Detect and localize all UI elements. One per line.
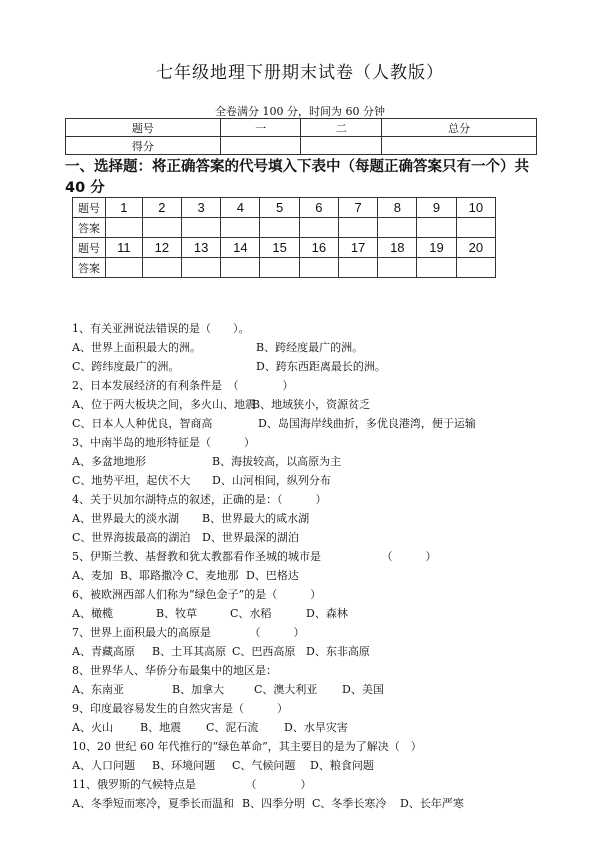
answer-cell[interactable] — [106, 258, 143, 278]
answer-cell[interactable] — [142, 258, 181, 278]
question-number: 15 — [260, 238, 299, 258]
option-c: C、世界海拔最高的湖泊 — [72, 531, 191, 544]
question-number: 3 — [182, 198, 221, 218]
answer-cell[interactable] — [378, 218, 417, 238]
table-cell: 题号 — [66, 119, 221, 137]
option-b: B、世界最大的咸水湖 — [202, 512, 310, 525]
score-field[interactable] — [301, 137, 382, 155]
table-row — [66, 119, 537, 137]
option-d: D、粮食问题 — [310, 759, 374, 772]
question-number: 20 — [456, 238, 495, 258]
table-row — [73, 218, 496, 238]
question-number: 4 — [221, 198, 260, 218]
answer-cell[interactable] — [456, 258, 495, 278]
option-d: D、东非高原 — [306, 645, 370, 658]
option-d: D、森林 — [306, 607, 348, 620]
option-a: A、青藏高原 — [72, 645, 135, 658]
answer-cell[interactable] — [106, 218, 143, 238]
option-c: C、冬季长寒冷 — [312, 797, 387, 810]
answer-cell[interactable] — [260, 258, 299, 278]
question-number: 12 — [142, 238, 181, 258]
answer-cell[interactable] — [182, 258, 221, 278]
option-c: C、跨纬度最广的洲。 — [72, 360, 180, 373]
row-label: 答案 — [73, 218, 106, 238]
score-table — [65, 118, 537, 155]
question-number: 6 — [299, 198, 338, 218]
option-a: A、世界最大的淡水湖 — [72, 512, 179, 525]
option-a: A、世界上面积最大的洲。 — [72, 341, 201, 354]
option-d: D、长年严寒 — [400, 797, 464, 810]
row-label: 答案 — [73, 258, 106, 278]
question-text: 7、世界上面积最大的高原是 （ ） — [72, 626, 305, 639]
option-c: C、泥石流 — [206, 721, 259, 734]
question-text: 6、被欧洲西部人们称为“绿色金子”的是（ ） — [72, 588, 322, 601]
row-label: 题号 — [73, 238, 106, 258]
option-c: C、麦地那 — [186, 569, 239, 582]
answer-cell[interactable] — [417, 218, 456, 238]
question-number: 10 — [456, 198, 495, 218]
option-d: D、巴格达 — [246, 569, 299, 582]
question-number: 8 — [378, 198, 417, 218]
question-number: 7 — [338, 198, 377, 218]
question-text: 9、印度最容易发生的自然灾害是（ ） — [72, 702, 288, 715]
option-c: C、巴西高原 — [232, 645, 296, 658]
option-a: A、橄榄 — [72, 607, 113, 620]
question-text: 11、俄罗斯的气候特点是 （ ） — [72, 778, 312, 791]
table-cell: 二 — [301, 119, 382, 137]
section-heading: 一、选择题：将正确答案的代号填入下表中（每题正确答案只有一个）共 40 分 — [65, 159, 529, 196]
table-row — [73, 198, 496, 218]
score-field[interactable] — [220, 137, 301, 155]
question-number: 13 — [182, 238, 221, 258]
question-number: 19 — [417, 238, 456, 258]
answer-cell[interactable] — [338, 258, 377, 278]
option-b: B、四季分明 — [242, 797, 306, 810]
question-text: 1、有关亚洲说法错误的是（ ）。 — [72, 322, 250, 335]
answer-cell[interactable] — [142, 218, 181, 238]
page-title: 七年级地理下册期末试卷（人教版） — [156, 63, 444, 83]
exam-info: 全卷满分 100 分，时间为 60 分钟 — [215, 105, 385, 118]
question-number: 5 — [260, 198, 299, 218]
question-number: 14 — [221, 238, 260, 258]
option-b: B、牧草 — [156, 607, 198, 620]
option-b: B、环境问题 — [152, 759, 216, 772]
answer-cell[interactable] — [456, 218, 495, 238]
option-b: B、地域狭小，资源贫乏 — [252, 398, 371, 411]
option-c: C、气候问题 — [232, 759, 296, 772]
question-text: 5、伊斯兰教、基督教和犹太教都看作圣城的城市是 （ ） — [72, 550, 437, 563]
option-d: D、山河相间，纵列分布 — [212, 474, 331, 487]
option-a: A、火山 — [72, 721, 113, 734]
option-b: B、加拿大 — [172, 683, 225, 696]
answer-cell[interactable] — [299, 218, 338, 238]
answer-cell[interactable] — [260, 218, 299, 238]
question-text: 10、20 世纪 60 年代推行的“绿色革命”，其主要目的是为了解决（ ） — [72, 740, 422, 753]
score-field[interactable] — [382, 137, 537, 155]
option-a: A、东南亚 — [72, 683, 124, 696]
question-number: 9 — [417, 198, 456, 218]
table-cell: 总分 — [382, 119, 537, 137]
question-text: 4、关于贝加尔湖特点的叙述，正确的是：（ ） — [72, 493, 327, 506]
table-row — [66, 137, 537, 155]
question-number: 18 — [378, 238, 417, 258]
option-b: B、耶路撒冷 — [120, 569, 184, 582]
option-d: D、美国 — [342, 683, 384, 696]
table-cell: 得分 — [66, 137, 221, 155]
answer-cell[interactable] — [221, 258, 260, 278]
option-b: B、地震 — [140, 721, 182, 734]
option-d: D、跨东西距离最长的洲。 — [256, 360, 386, 373]
answer-cell[interactable] — [378, 258, 417, 278]
option-a: A、位于两大板块之间，多火山、地震 — [72, 398, 256, 411]
option-d: D、岛国海岸线曲折，多优良港湾，便于运输 — [258, 417, 476, 430]
answer-cell[interactable] — [338, 218, 377, 238]
question-number: 16 — [299, 238, 338, 258]
option-a: A、麦加 — [72, 569, 113, 582]
option-d: D、水旱灾害 — [284, 721, 348, 734]
option-b: B、海拔较高，以高原为主 — [212, 455, 342, 468]
table-row — [73, 238, 496, 258]
answer-cell[interactable] — [182, 218, 221, 238]
option-a: A、人口问题 — [72, 759, 135, 772]
option-c: C、水稻 — [230, 607, 272, 620]
option-c: C、日本人人种优良，智商高 — [72, 417, 213, 430]
question-number: 2 — [142, 198, 181, 218]
answer-cell[interactable] — [417, 258, 456, 278]
question-text: 3、中南半岛的地形特征是（ ） — [72, 436, 255, 449]
option-c: C、地势平坦，起伏不大 — [72, 474, 191, 487]
question-text: 8、世界华人、华侨分布最集中的地区是： — [72, 664, 277, 677]
option-d: D、世界最深的湖泊 — [202, 531, 299, 544]
answer-cell[interactable] — [221, 218, 260, 238]
question-number: 17 — [338, 238, 377, 258]
question-number: 1 — [106, 198, 143, 218]
question-text: 2、日本发展经济的有利条件是 （ ） — [72, 379, 294, 392]
question-number: 11 — [106, 238, 143, 258]
row-label: 题号 — [73, 198, 106, 218]
table-cell: 一 — [220, 119, 301, 137]
option-c: C、澳大利亚 — [254, 683, 318, 696]
table-row — [73, 258, 496, 278]
option-b: B、跨经度最广的洲。 — [256, 341, 364, 354]
answer-table — [72, 197, 496, 278]
answer-cell[interactable] — [299, 258, 338, 278]
option-a: A、多盆地地形 — [72, 455, 146, 468]
option-b: B、土耳其高原 — [152, 645, 227, 658]
option-a: A、冬季短而寒冷，夏季长而温和 — [72, 797, 234, 810]
